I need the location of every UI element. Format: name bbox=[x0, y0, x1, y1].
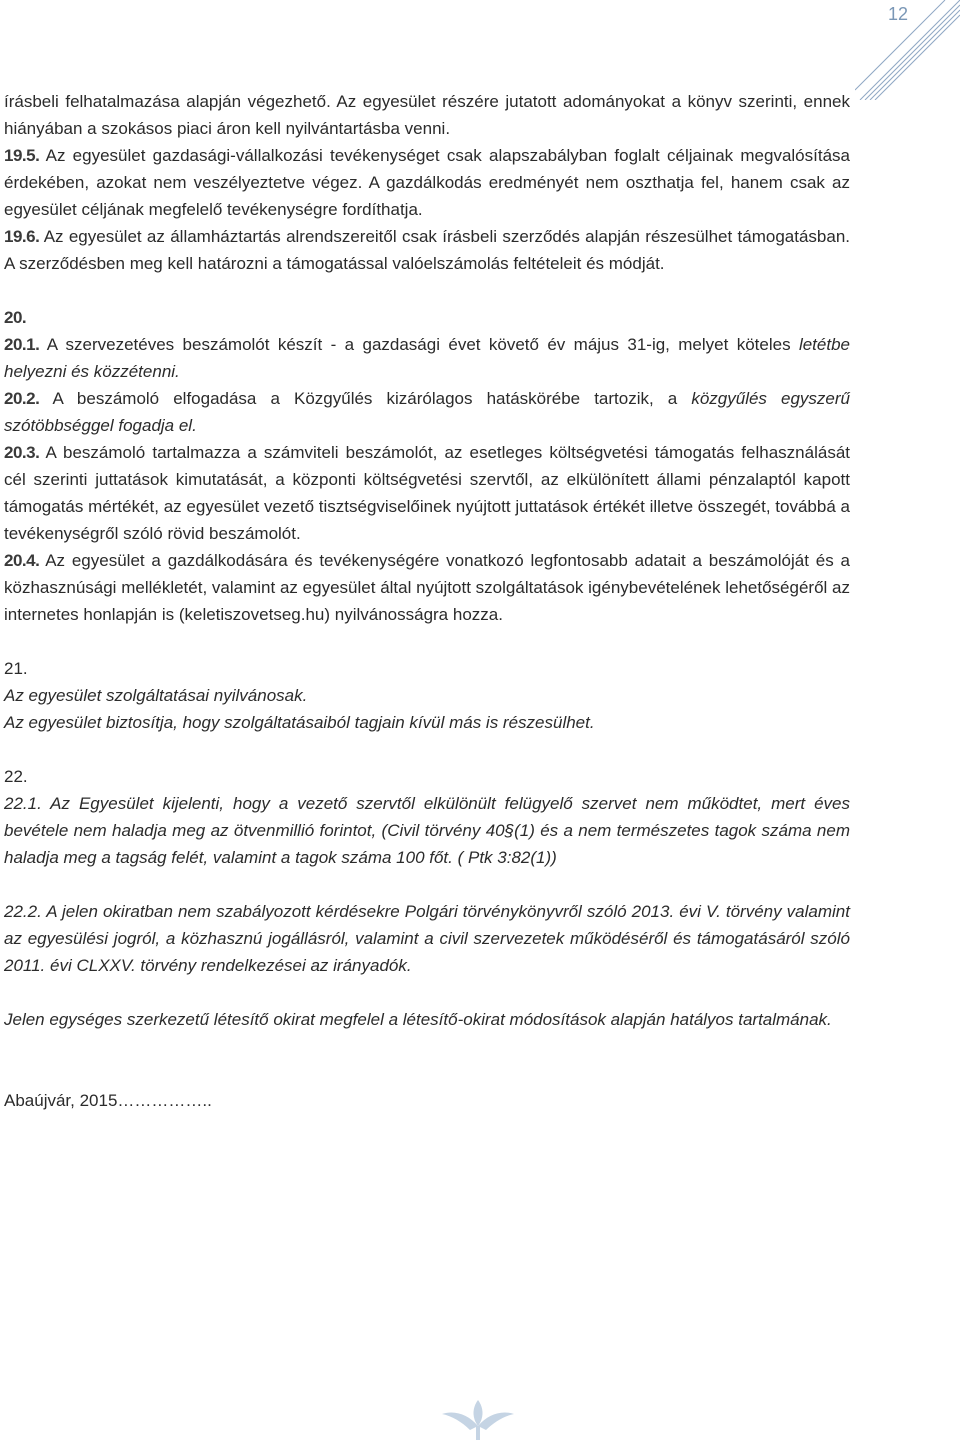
heading-22: 22. bbox=[4, 767, 28, 786]
section-20-1 bbox=[4, 331, 850, 385]
section-text-italic: letétbe helyezni és közzétenni. bbox=[4, 335, 850, 381]
section-number: 19.5. bbox=[4, 146, 40, 165]
section-number: 20.1. bbox=[4, 335, 40, 354]
heading-20: 20. bbox=[4, 308, 27, 327]
section-text: Az egyesület a gazdálkodására és tevékenységére vonatkozó legfontosabb adatait a beszámolóját és a közhasznúsági mellékletét, valamint az egyesület által nyújtott szolgáltatások igénybevételének lehetőségéről az internetes honlapján is (keletiszovetseg.hu) nyilvánosságra hozza. bbox=[4, 551, 850, 624]
section-22-1: 22.1. Az Egyesület kijelenti, hogy a vezető szervtől elkülönült felügyelő szervet nem működtet, mert éves bevétele nem haladja meg az ötvenmillió forintot, (Civil törvény 40§(1) és a nem természetes tagok száma nem haladja meg a tagság felét, valamint a tagok száma 100 főt. ( Ptk 3:82(1)) bbox=[4, 794, 850, 867]
section-20-4 bbox=[4, 547, 850, 628]
section-number: 20.4. bbox=[4, 551, 40, 570]
section-19-6 bbox=[4, 223, 850, 277]
section-text-italic: közgyűlés egyszerű szótöbbséggel fogadja el. bbox=[4, 389, 850, 435]
paragraph-intro: írásbeli felhatalmazása alapján végezhető. Az egyesület részére jutatott adományokat a könyv szerinti, ennek hiányában a szokásos piaci áron kell nyilvántartásba venni. bbox=[4, 92, 850, 138]
document-body bbox=[4, 88, 850, 1114]
section-21-line-2: Az egyesület biztosítja, hogy szolgáltatásaiból tagjain kívül más is részesülhet. bbox=[4, 713, 595, 732]
section-20-3 bbox=[4, 439, 850, 547]
section-19-5 bbox=[4, 142, 850, 223]
section-22-2: 22.2. A jelen okiratban nem szabályozott kérdésekre Polgári törvénykönyvről szóló 2013. évi V. törvény valamint az egyesülési jogról, a közhasznú jogállásról, valamint a civil szervezetek működéséről és támogatásáról szóló 2011. évi CLXXV. törvény rendelkezései az irányadók. bbox=[4, 902, 850, 975]
section-text: Az egyesület gazdasági-vállalkozási tevékenységet csak alapszabályban foglalt céljainak megvalósítása érdekében, azokat nem veszélyeztetve végez. A gazdálkodás eredményét nem oszthatja fel, hanem csak az egyesület céljának megfelelő tevékenységre fordíthatja. bbox=[4, 146, 850, 219]
closing-statement: Jelen egységes szerkezetű létesítő okirat megfelel a létesítő-okirat módosítások alapján hatályos tartalmának. bbox=[4, 1010, 832, 1029]
signature-line: Abaújvár, 2015…………….. bbox=[4, 1091, 212, 1110]
section-20-2 bbox=[4, 385, 850, 439]
page-number: 12 bbox=[888, 4, 909, 24]
section-21-line-1: Az egyesület szolgáltatásai nyilvánosak. bbox=[4, 686, 308, 705]
corner-stripes-icon bbox=[855, 0, 960, 100]
tulip-ornament-icon bbox=[428, 1396, 528, 1440]
section-text: A beszámoló elfogadása a Közgyűlés kizárólagos hatáskörébe tartozik, a bbox=[39, 389, 692, 408]
heading-21: 21. bbox=[4, 659, 28, 678]
section-text: Az egyesület az államháztartás alrendszereitől csak írásbeli szerződés alapján részesülhet támogatásban. A szerződésben meg kell határozni a támogatással valóelszámolás feltételeit és módját. bbox=[4, 227, 850, 273]
section-number: 20.3. bbox=[4, 443, 40, 462]
section-number: 20.2. bbox=[4, 389, 40, 408]
section-number: 19.6. bbox=[4, 227, 40, 246]
section-text: A szervezetéves beszámolót készít - a gazdasági évet követő év május 31-ig, melyet köteles bbox=[39, 335, 799, 354]
section-text: A beszámoló tartalmazza a számviteli beszámolót, az esetleges költségvetési támogatás felhasználását cél szerinti juttatások kimutatását, a központi költségvetési szervtől, az elkülönített állami pénzalaptól kapott támogatás mértékét, az egyesület vezető tisztségviselőinek nyújtott juttatások értékét illetve összegét, továbbá a tevékenységről szóló rövid beszámolót. bbox=[4, 443, 850, 543]
